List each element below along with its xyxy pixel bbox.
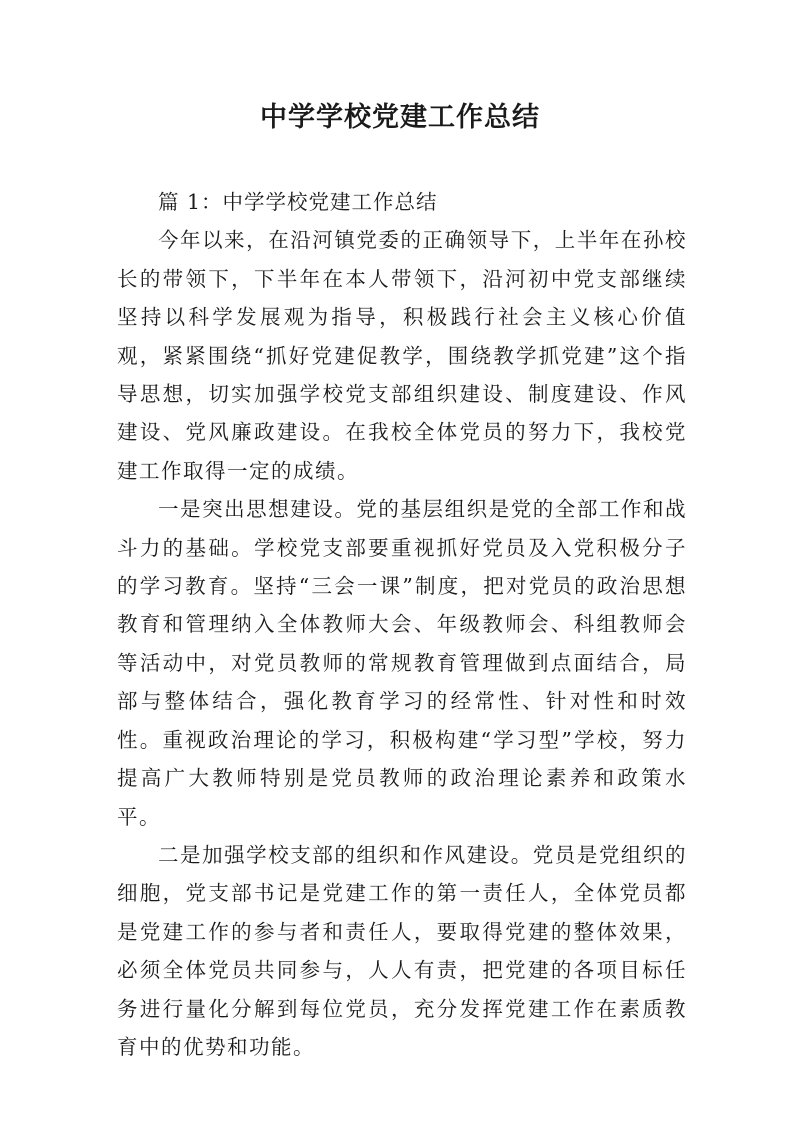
document-body [117, 183, 687, 1066]
paragraph-organization-building: 二是加强学校支部的组织和作风建设。党员是党组织的细胞，党支部书记是党建工作的第一责任人，全体党员都是党建工作的参与者和责任人，要取得党建的整体效果，必须全体党员共同参与，人人有责，把党建的各项目标任务进行量化分解到每位党员，充分发挥党建工作在素质教育中的优势和功能。 [117, 842, 687, 1059]
paragraph-intro: 今年以来，在沿河镇党委的正确领导下，上半年在孙校长的带领下，下半年在本人带领下，沿河初中党支部继续坚持以科学发展观为指导，积极践行社会主义核心价值观，紧紧围绕“抓好党建促教学，围绕教学抓党建”这个指导思想，切实加强学校党支部组织建设、制度建设、作风建设、党风廉政建设。在我校全体党员的努力下，我校党建工作取得一定的成绩。 [117, 228, 687, 483]
document-title: 中学学校党建工作总结 [260, 102, 540, 133]
paragraph-ideological-building: 一是突出思想建设。党的基层组织是党的全部工作和战斗力的基础。学校党支部要重视抓好党员及入党积极分子的学习教育。坚持“三会一课”制度，把对党员的政治思想教育和管理纳入全体教师大会、年级教师会、科组教师会等活动中，对党员教师的常规教育管理做到点面结合，局部与整体结合，强化教育学习的经常性、针对性和时效性。重视政治理论的学习，积极构建“学习型”学校，努力提高广大教师特别是党员教师的政治理论素养和政策水平。 [117, 497, 687, 829]
section-heading: 篇 1：中学学校党建工作总结 [158, 190, 438, 214]
